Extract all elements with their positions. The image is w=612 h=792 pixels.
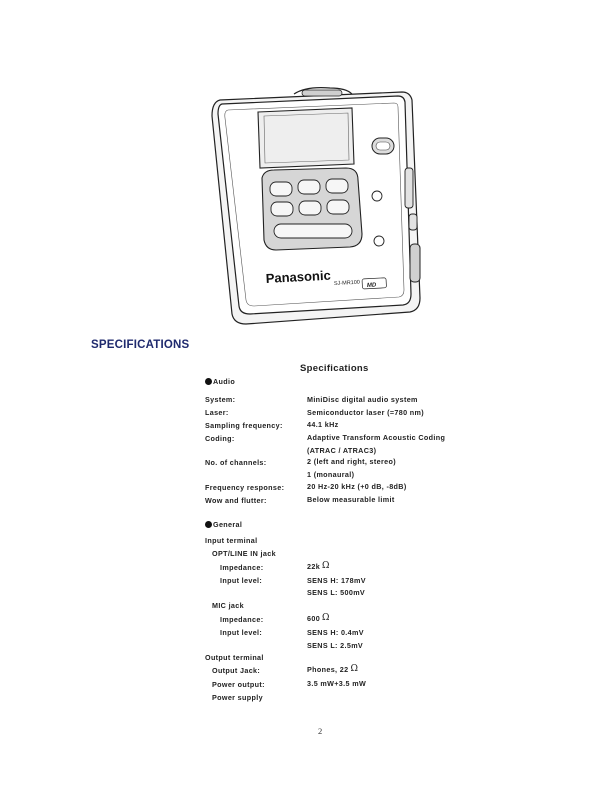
device-badge: MD (366, 282, 377, 289)
spec-value: 600 Ω (307, 613, 330, 623)
section-heading: SPECIFICATIONS (91, 339, 190, 351)
spec-label: Sampling frequency: (205, 421, 283, 430)
spec-value: Semiconductor laser (=780 nm) (307, 408, 425, 417)
page-number: 2 (318, 726, 323, 736)
spec-label: Input level: (220, 576, 263, 585)
minidisc-player-illustration (206, 86, 428, 326)
spec-label: No. of channels: (205, 458, 267, 467)
device-logo: Panasonic (265, 267, 332, 286)
spec-value: 44.1 kHz (307, 420, 339, 429)
audio-header: Audio (205, 377, 235, 386)
mic-jack-label: MIC jack (212, 601, 244, 610)
spec-label: Coding: (205, 434, 235, 443)
spec-value: Phones, 22 Ω (307, 664, 359, 674)
output-terminal-label: Output terminal (205, 653, 264, 662)
spec-value: 1 (monaural) (307, 470, 355, 479)
spec-label: System: (205, 395, 236, 404)
spec-title: Specifications (300, 363, 369, 374)
spec-label: Input level: (220, 628, 263, 637)
spec-value: 22k Ω (307, 561, 330, 571)
spec-value: SENS H: 0.4mV (307, 628, 364, 637)
spec-label: Wow and flutter: (205, 496, 267, 505)
bullet-icon (205, 378, 212, 385)
spec-value: Adaptive Transform Acoustic Coding (307, 433, 446, 442)
spec-value: MiniDisc digital audio system (307, 395, 418, 404)
spec-value: SENS L: 2.5mV (307, 641, 364, 650)
general-header: General (205, 520, 242, 529)
spec-value: 2 (left and right, stereo) (307, 457, 396, 466)
spec-label: Impedance: (220, 615, 264, 624)
spec-label: Laser: (205, 408, 229, 417)
spec-label: Impedance: (220, 563, 264, 572)
spec-value: 20 Hz-20 kHz (+0 dB, -8dB) (307, 482, 407, 491)
bullet-icon (205, 521, 212, 528)
spec-value: SENS L: 500mV (307, 588, 366, 597)
spec-value: 3.5 mW+3.5 mW (307, 679, 367, 688)
spec-label: Frequency response: (205, 483, 285, 492)
spec-label: Power supply (212, 693, 263, 702)
spec-label: Power output: (212, 680, 265, 689)
ohm-icon: Ω (322, 561, 330, 571)
input-terminal-label: Input terminal (205, 536, 258, 545)
spec-value: (ATRAC / ATRAC3) (307, 446, 377, 455)
device-model: SJ-MR100 (333, 279, 361, 287)
opt-line-label: OPT/LINE IN jack (212, 549, 276, 558)
ohm-icon: Ω (350, 664, 359, 674)
spec-value: Below measurable limit (307, 495, 395, 504)
spec-label: Output Jack: (212, 666, 261, 675)
spec-value: SENS H: 178mV (307, 576, 366, 585)
ohm-icon: Ω (322, 613, 330, 623)
